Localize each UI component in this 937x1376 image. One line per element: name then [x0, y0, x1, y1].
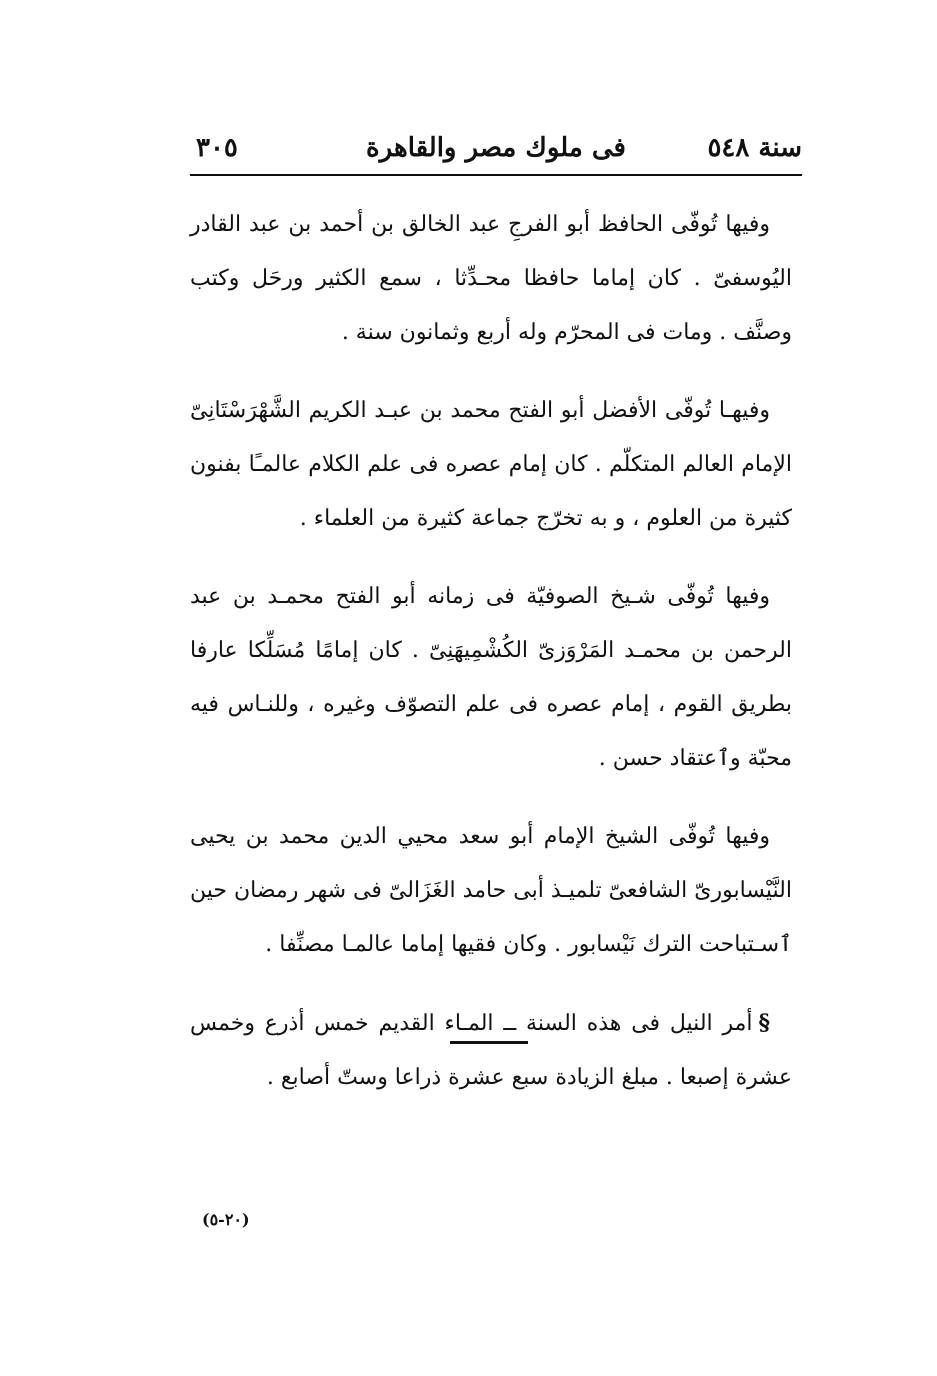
- paragraph-nile-report: [190, 996, 792, 1105]
- paragraph-text: وفيها تُوفّى شـيخ الصوفيّة فى زمانه أبو الفتح محمـد بن عبد الرحمن بن محمـد المَرْوَزىّ الكُشْمِيهَنِىّ . كان إمامًا مُسَلِّكا عارفا بطريق القوم ، إمام عصره فى علم التصوّف وغيره ، وللنـاس فيه محبّة وٱعتقاد حسن .: [190, 584, 792, 771]
- year-heading: سنة ٥٤٨: [707, 133, 802, 163]
- paragraph-obituary-shahrastani: [190, 384, 792, 546]
- paragraph-obituary-naysaburi: [190, 810, 792, 972]
- paragraph-obituary-yusufi: [190, 198, 792, 360]
- header-divider: [190, 174, 802, 176]
- paragraph-text: أمر النيل فى هذه السنة ــ المـاء القديم خمس أذرع وخمس عشرة إصبعا . مبلغ الزيادة سبع عشرة ذراعا وستّ أصابع .: [190, 1011, 792, 1090]
- printer-signature: (٢٠-٥): [202, 1210, 250, 1229]
- paragraph-obituary-kushmihani: [190, 570, 792, 786]
- page-number: ٣٠٥: [196, 133, 238, 163]
- running-head: [190, 128, 802, 168]
- section-mark: §: [758, 1010, 770, 1036]
- end-divider: [450, 1041, 528, 1044]
- paragraph-text: وفيهـا تُوفّى الأفضل أبو الفتح محمد بن عبـد الكريم الشَّهْرَسْتَانِىّ الإمام العالم المتكلّم . كان إمام عصره فى علم الكلام عالمـًا بفنون كثيرة من العلوم ، و به تخرّج جماعة كثيرة من العلماء .: [190, 398, 792, 531]
- page-title: فى ملوك مصر والقاهرة: [366, 133, 626, 163]
- paragraph-text: وفيها تُوفّى الحافظ أبو الفرجِ عبد الخالق بن أحمد بن عبد القادر اليُوسفىّ . كان إماما حافظا محـدِّثا ، سمع الكثير ورحَل وكتب وصنَّف . ومات فى المحرّم وله أربع وثمانون سنة .: [190, 212, 792, 345]
- body-text: [190, 198, 792, 1129]
- paragraph-text: وفيها تُوفّى الشيخ الإمام أبو سعد محيي الدين محمد بن يحيى النَّيْسابورىّ الشافعىّ تلميـذ أبى حامد الغَزَالىّ فى شهر رمضان حين ٱسـتباحت الترك نَيْسابور . وكان فقيها إماما عالمـا مصنِّفا .: [190, 824, 792, 957]
